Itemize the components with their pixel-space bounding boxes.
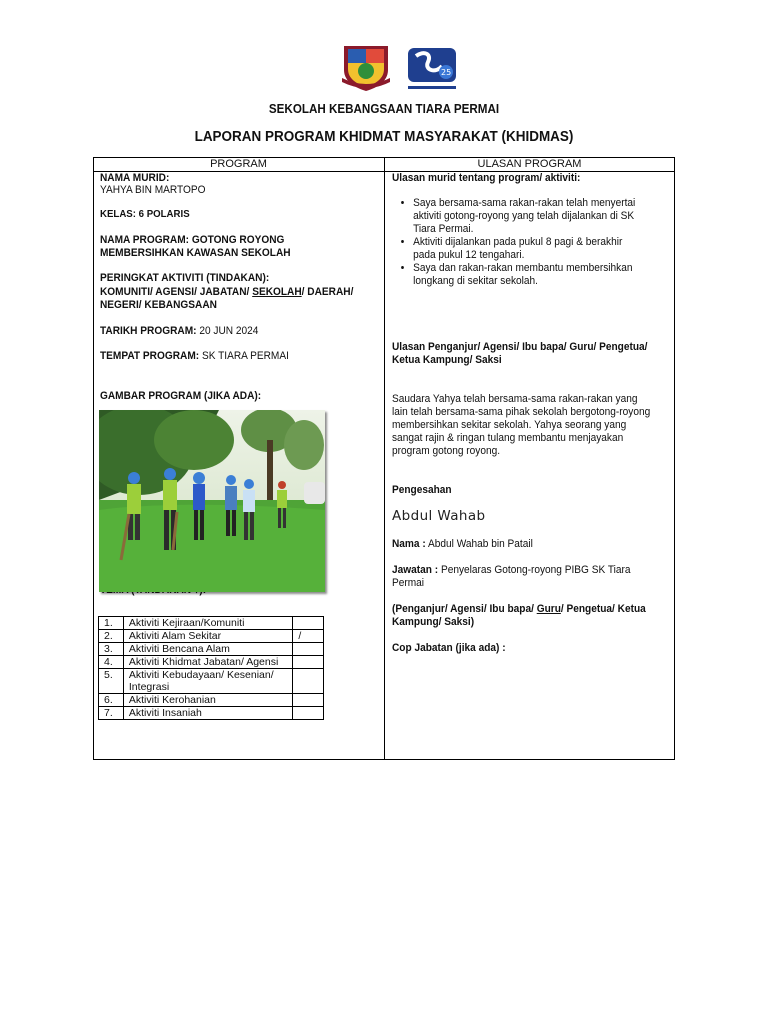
peringkat-label: PERINGKAT AKTIVITI (TINDAKAN):: [100, 272, 270, 284]
tema-checkbox[interactable]: [293, 694, 324, 707]
pengesahan-label: Pengesahan: [392, 484, 452, 496]
ulasan-murid-label: Ulasan murid tentang program/ aktiviti:: [392, 172, 581, 184]
svg-text:25: 25: [441, 68, 452, 77]
nama-program-line1: NAMA PROGRAM: GOTONG ROYONG: [100, 234, 285, 246]
nama-program-line2: MEMBERSIHKAN KAWASAN SEKOLAH: [100, 247, 291, 259]
ulasan-penganjur-label-line1: Ulasan Penganjur/ Agensi/ Ibu bapa/ Guru/ Pengetua/: [392, 341, 648, 353]
comment-line: program gotong royong.: [392, 445, 501, 457]
peringkat-options-line3: NEGERI/ KEBANGSAAN: [100, 299, 217, 311]
table-row: 5. Aktiviti Kebudayaan/ Kesenian/ Integrasi: [99, 669, 324, 694]
comment-line: Saudara Yahya telah bersama-sama rakan-rakan yang: [392, 393, 638, 405]
table-row: 2. Aktiviti Alam Sekitar /: [99, 630, 324, 643]
comment-line: lain telah bersama-sama pihak sekolah bergotong-royong: [392, 406, 651, 418]
signature: Abdul Wahab: [392, 508, 486, 524]
comment-line: sangat rajin & ringan tulang membantu menjayakan: [392, 432, 624, 444]
school-name: SEKOLAH KEBANGSAAN TIARA PERMAI: [268, 102, 500, 116]
tema-checkbox[interactable]: [293, 707, 324, 720]
column-header-program: PROGRAM: [210, 158, 267, 170]
tema-checkbox[interactable]: [293, 656, 324, 669]
jawatan-field: Jawatan : Penyelaras Gotong-royong PIBG SK Tiara: [392, 564, 631, 576]
nama-pengesah-field: Nama : Abdul Wahab bin Patail: [392, 538, 533, 550]
table-row: 1. Aktiviti Kejiraan/Komuniti: [99, 617, 324, 630]
table-column-divider: [384, 157, 385, 760]
table-row: 3. Aktiviti Bencana Alam: [99, 643, 324, 656]
peringkat-options-line: KOMUNITI/ AGENSI/ JABATAN/ SEKOLAH/ DAERAH/: [100, 286, 354, 298]
role-options-line1: (Penganjur/ Agensi/ Ibu bapa/ Guru/ Pengetua/ Ketua: [392, 603, 646, 615]
table-row: 6. Aktiviti Kerohanian: [99, 694, 324, 707]
column-header-ulasan: ULASAN PROGRAM: [477, 158, 582, 170]
peringkat-selected: SEKOLAH: [252, 286, 302, 298]
kelas-field: KELAS: 6 POLARIS: [100, 208, 190, 220]
tempat-field: TEMPAT PROGRAM: SK TIARA PERMAI: [100, 350, 289, 362]
nama-murid-value: YAHYA BIN MARTOPO: [100, 184, 206, 196]
tema-checkbox[interactable]: /: [293, 630, 324, 643]
list-item: • Saya dan rakan-rakan membantu membersihkan longkang di sekitar sekolah.: [413, 262, 647, 288]
gambar-label: GAMBAR PROGRAM (JIKA ADA):: [100, 390, 262, 402]
tarikh-field: TARIKH PROGRAM: 20 JUN 2024: [100, 325, 259, 337]
program-photo: [99, 410, 325, 592]
table-row: 4. Aktiviti Khidmat Jabatan/ Agensi: [99, 656, 324, 669]
tema-checkbox[interactable]: [293, 643, 324, 656]
program-logo-icon: [406, 44, 458, 92]
role-selected: Guru: [536, 603, 561, 615]
comment-line: membersihkan sekitar sekolah. Yahya seorang yang: [392, 419, 627, 431]
ulasan-penganjur-label-line2: Ketua Kampung/ Saksi: [392, 354, 502, 366]
nama-murid-label: NAMA MURID:: [100, 172, 170, 184]
tema-checkbox[interactable]: [293, 617, 324, 630]
role-options-line2: Kampung/ Saksi): [392, 616, 475, 628]
jawatan-field-line2: Permai: [392, 577, 425, 589]
report-title: LAPORAN PROGRAM KHIDMAT MASYARAKAT (KHIDMAS): [194, 129, 574, 145]
ulasan-murid-list: [391, 197, 647, 288]
tema-table: [98, 616, 324, 720]
list-item: • Saya bersama-sama rakan-rakan telah menyertai aktiviti gotong-royong yang telah dijalankan di SK Tiara Permai.: [413, 197, 647, 236]
table-row: 7. Aktiviti Insaniah: [99, 707, 324, 720]
list-item: • Aktiviti dijalankan pada pukul 8 pagi & berakhir pada pukul 12 tengahari.: [413, 236, 647, 262]
tema-checkbox[interactable]: [293, 669, 324, 694]
cop-jabatan-label: Cop Jabatan (jika ada) :: [392, 642, 506, 654]
